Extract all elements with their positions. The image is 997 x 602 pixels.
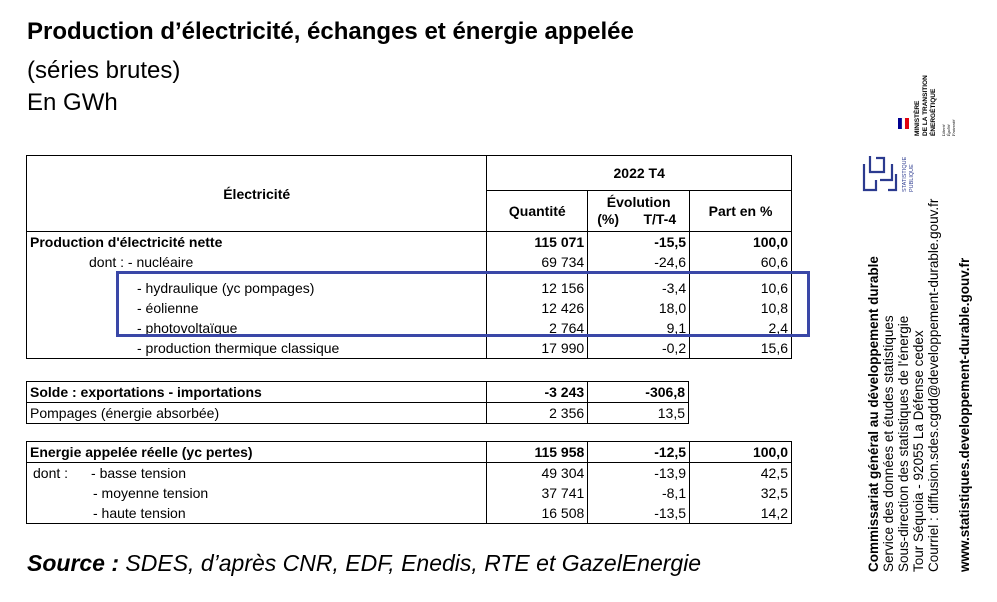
table-row: - moyenne tension 37 741 -8,1 32,5 xyxy=(27,483,792,503)
table-row: dont : - basse tension 49 304 -13,9 42,5 xyxy=(27,463,792,484)
svg-text:PUBLIQUE: PUBLIQUE xyxy=(909,164,915,192)
svg-text:Égalité: Égalité xyxy=(946,124,951,136)
table-row: Energie appelée réelle (yc pertes) 115 958 -12,5 100,0 xyxy=(27,442,792,463)
table-row: - éolienne 12 426 18,0 10,8 xyxy=(27,298,792,318)
svg-text:STATISTIQUE: STATISTIQUE xyxy=(902,156,908,192)
table-row: Pompages (énergie absorbée) 2 356 13,5 xyxy=(27,403,689,424)
consumption-table xyxy=(26,441,792,524)
page-title: Production d’électricité, échanges et énergie appelée xyxy=(27,18,634,45)
units-label: En GWh xyxy=(27,89,118,116)
table-row: - production thermique classique 17 990 -0,2 15,6 xyxy=(27,338,792,359)
table-row: Solde : exportations - importations -3 243 -306,8 xyxy=(27,382,689,403)
website-link[interactable]: www.statistiques.developpement-durable.gouv.fr xyxy=(957,257,972,572)
source-note: Source : SDES, d’après CNR, EDF, Enedis, RTE et GazelEnergie xyxy=(27,550,702,576)
table-row: - haute tension 16 508 -13,5 14,2 xyxy=(27,503,792,524)
table-row: Production d'électricité nette 115 071 -15,5 100,0 xyxy=(27,232,792,253)
table-row: - photovoltaïque 2 764 9,1 2,4 xyxy=(27,318,792,338)
page-subtitle: (séries brutes) xyxy=(27,57,181,84)
svg-text:DE LA TRANSITION: DE LA TRANSITION xyxy=(922,75,929,136)
svg-text:ÉNERGÉTIQUE: ÉNERGÉTIQUE xyxy=(930,88,937,136)
credits-block: Commissariat général au développement durable Service des données et études statistiques Sous-direction des statistiques de l'énergie Tour Séquoia - 92055 La Défense cedex Courriel : diffusion.sdes.cgdd@developpement-durable.gouv.fr xyxy=(866,198,941,572)
svg-text:Fraternité: Fraternité xyxy=(951,119,956,136)
table-row: dont : - nucléaire 69 734 -24,6 60,6 xyxy=(27,252,792,272)
header-electricite: Électricité xyxy=(27,156,487,232)
header-evolution: Évolution (%) T/T-4 xyxy=(588,191,690,232)
header-part: Part en % xyxy=(690,191,792,232)
header-period: 2022 T4 xyxy=(487,156,792,191)
statistique-publique-logo xyxy=(862,150,920,194)
svg-text:Liberté: Liberté xyxy=(941,124,946,136)
header-quantite: Quantité xyxy=(487,191,588,232)
highlight-box xyxy=(116,271,810,337)
ministere-logo xyxy=(895,52,965,144)
exchanges-table xyxy=(26,381,689,424)
table-row: - hydraulique (yc pompages) 12 156 -3,4 10,6 xyxy=(27,278,792,298)
svg-text:MINISTÈRE: MINISTÈRE xyxy=(914,100,921,136)
